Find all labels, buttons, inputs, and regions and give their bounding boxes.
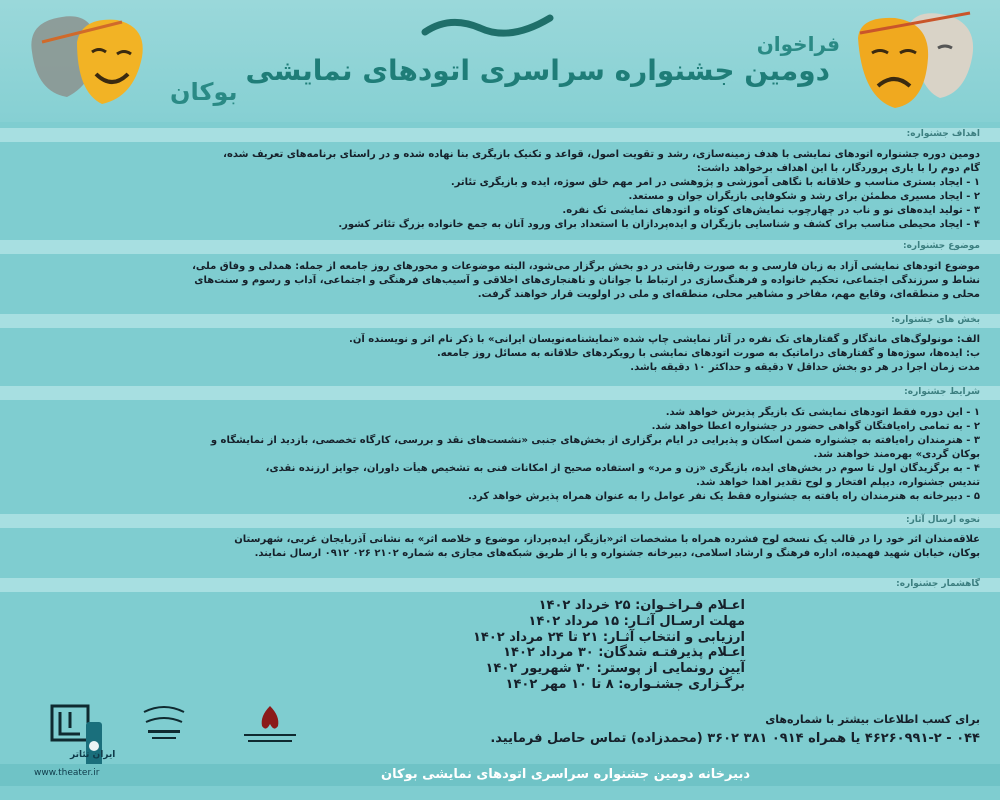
text-line: بوکان گردی» بهره‌مند خواهند شد. [813,449,980,460]
sponsor-logos [10,700,330,770]
atod-logo-icon [420,10,560,44]
timeline-label: اعـلام فـراخـوان: [635,598,745,613]
timeline-section-bar [0,578,1000,592]
timeline-date: ۲۵ خرداد ۱۴۰۲ [538,598,631,613]
text-line: ب: ایده‌ها، سوژه‌ها و گفتارهای دراماتیک به صورت اتودهای نمایشی با رویکردهای خلاقانه به مسائل روز جامعه. [436,348,980,359]
submission-section-bar [0,514,1000,528]
text-line: تندیس جشنواره، دیپلم افتخار و لوح تقدیر اهدا خواهد شد. [696,477,980,488]
topic-text [20,260,980,302]
text-line: گام دوم را با یاری پروردگار، با این اهداف برخواهد داشت: [696,163,980,174]
text-line: بوکان، خیابان شهید فهمیده، اداره فرهنگ و ارشاد اسلامی، دبیرخانه جشنواره و یا از طریق شبکه‌های مجازی به شماره ۲۱۰۲ ۰۲۶ ۰۹۱۲ ارسال نمایند. [254,548,980,559]
timeline-date: ۳۰ مرداد ۱۴۰۲ [503,645,594,661]
contact-info [340,712,980,750]
text-line: نشاط و سرزندگی اجتماعی، تحکیم خانواده و فرهنگ‌سازی در ارتباط با جوانان و ناهنجاری‌های اخلاقی و آسیب‌های فرهنگی و اجتماعی، آداب و رسوم و سنت‌های [194,275,980,286]
text-line: علاقه‌مندان اثر خود را در قالب یک نسخه لوح فشرده همراه با مشخصات اثر«بازیگر، ایده‌پرداز، موضوع و خلاصه اثر» به نشانی آذربایجان غربی، شهرستان [234,534,980,545]
poster-header [0,0,1000,122]
timeline-label: اعـلام پذیرفتـه شدگان: [598,645,745,661]
text-line: محلی و منطقه‌ای، وقایع مهم، مفاخر و مشاهیر محلی، منطقه‌ای و ملی در اولویت قرار خواهند گرفت. [477,289,980,300]
parts-section-label: بخش های جشنواره: [891,315,980,325]
timeline-section-label: گاهشمار جشنواره: [896,579,980,589]
conditions-text [20,406,980,504]
text-line: موضوع اتودهای نمایشی آزاد به زبان فارسی و به صورت رقابتی در دو بخش برگزار می‌شود، البته موضوعات و محورهای روز جامعه از جمله: همدلی و وفاق ملی، [192,261,980,272]
timeline-row [285,661,745,677]
footer-secretariat-text: دبیرخانه دومین جشنواره سراسری اتودهای نمایشی بوکان [381,767,750,782]
timeline-date: ۳۰ شهریور ۱۴۰۲ [485,661,593,677]
call-title: فراخوان [756,32,840,56]
theater-logo-label: ایران تئاتر [70,750,116,760]
website-link[interactable]: www.theater.ir [34,768,100,778]
timeline-date: ۲۱ تا ۲۴ مرداد ۱۴۰۲ [472,629,599,645]
timeline-label: برگـزاری جشنـواره: [618,676,745,692]
text-line: ۲ - ایجاد مسیری مطمئن برای رشد و شکوفایی بازیگران جوان و مستعد. [628,191,980,202]
culture-org-logo-icon [134,702,194,750]
timeline-row [285,645,745,661]
topic-section-label: موضوع جشنواره: [903,241,980,251]
text-line: ۴ - به برگزیدگان اول تا سوم در بخش‌های ایده، بازیگری «زن و مرد» و استفاده صحیح از امکانات فنی به تشخیص هیأت داوران، جوایز ارزنده نقدی، [265,463,980,474]
text-line: ۳ - تولید ایده‌های نو و ناب در چهارچوب نمایش‌های کوتاه و اتودهای نمایشی تک نفره. [562,205,980,216]
conditions-section-label: شرایط جشنواره: [904,387,980,397]
text-line: ۴ - ایجاد محیطی مناسب برای کشف و شناسایی بازیگران و ایده‌پردازان با استعداد برای ورود آنان به جمع خانواده بزرگ تئاتر کشور. [338,219,980,230]
goals-text [20,148,980,232]
text-line: مدت زمان اجرا در هر دو بخش حداقل ۷ دقیقه و حداکثر ۱۰ دقیقه باشد. [630,362,980,373]
timeline-date: ۱۵ مرداد ۱۴۰۲ [528,613,620,629]
iran-emblem-icon [230,702,310,750]
theater-masks-left-icon [22,12,152,112]
goals-section-label: اهداف جشنواره: [906,129,980,139]
goals-section-bar [0,128,1000,142]
text-line: الف: مونولوگ‌های ماندگار و گفتارهای تک نفره در آثار نمایشی چاپ شده «نمایشنامه‌نویسان ایرانی» با ذکر نام اثر و نویسنده آن. [349,334,980,345]
city-title: بوکان [170,78,238,106]
text-line: دومین دوره جشنواره اتودهای نمایشی با هدف زمینه‌سازی، رشد و تقویت اصول، قواعد و تکنیک بازیگری بنا نهاده شده و در راستای برنامه‌های تعریف شده، [223,149,980,160]
timeline-label: آیین رونمایی از پوستر: [596,661,745,677]
timeline-row [285,630,745,646]
timeline-label: ارزیابی و انتخاب آثـار: [602,629,745,645]
timeline-label: مهلت ارسـال آثـار: [623,613,745,629]
text-line: ۱ - ایجاد بستری مناسب و خلاقانه با نگاهی آموزشی و پژوهشی در امر مهم خلق سوژه، ایده و بازیگری تئاتر. [450,177,980,188]
timeline-date: ۸ تا ۱۰ مهر ۱۴۰۲ [505,676,614,692]
timeline-row [285,614,745,630]
poster-footer [0,764,1000,786]
text-line: ۱ - این دوره فقط اتودهای نمایشی تک بازیگر پذیرش خواهد شد. [665,407,980,418]
conditions-section-bar [0,386,1000,400]
contact-intro: برای کسب اطلاعات بیشتر با شماره‌های [765,713,980,726]
text-line: ۵ - دبیرخانه به هنرمندان راه یافته به جشنواره فقط یک نفر عوامل را به عنوان همراه پذیرش خواهد کرد. [468,491,980,502]
submission-text [20,533,980,561]
parts-text [20,333,980,375]
theater-masks-right-icon [850,8,980,116]
timeline-row [285,677,745,693]
timeline-row [285,598,745,614]
parts-section-bar [0,314,1000,328]
submission-section-label: نحوه ارسال آثار: [905,515,980,525]
timeline-list [285,598,745,693]
topic-section-bar [0,240,1000,254]
contact-phones: ۰۴۴ - ۴۶۲۶۰۹۹۱-۲ یا همراه ۰۹۱۴ ۳۸۱ ۳۶۰۲ (محمدزاده) تماس حاصل فرمایید. [490,731,980,746]
text-line: ۳ - هنرمندان راه‌یافته به جشنواره ضمن اسکان و پذیرایی در ایام برگزاری از بخش‌های جنبی «نشست‌های نقد و بررسی، کارگاه تخصصی، بازدید از نمایشگاه و [210,435,980,446]
festival-title: دومین جشنواره سراسری اتودهای نمایشی [245,54,830,87]
text-line: ۲ - به تمامی راه‌یافتگان گواهی حضور در جشنواره اعطا خواهد شد. [651,421,980,432]
